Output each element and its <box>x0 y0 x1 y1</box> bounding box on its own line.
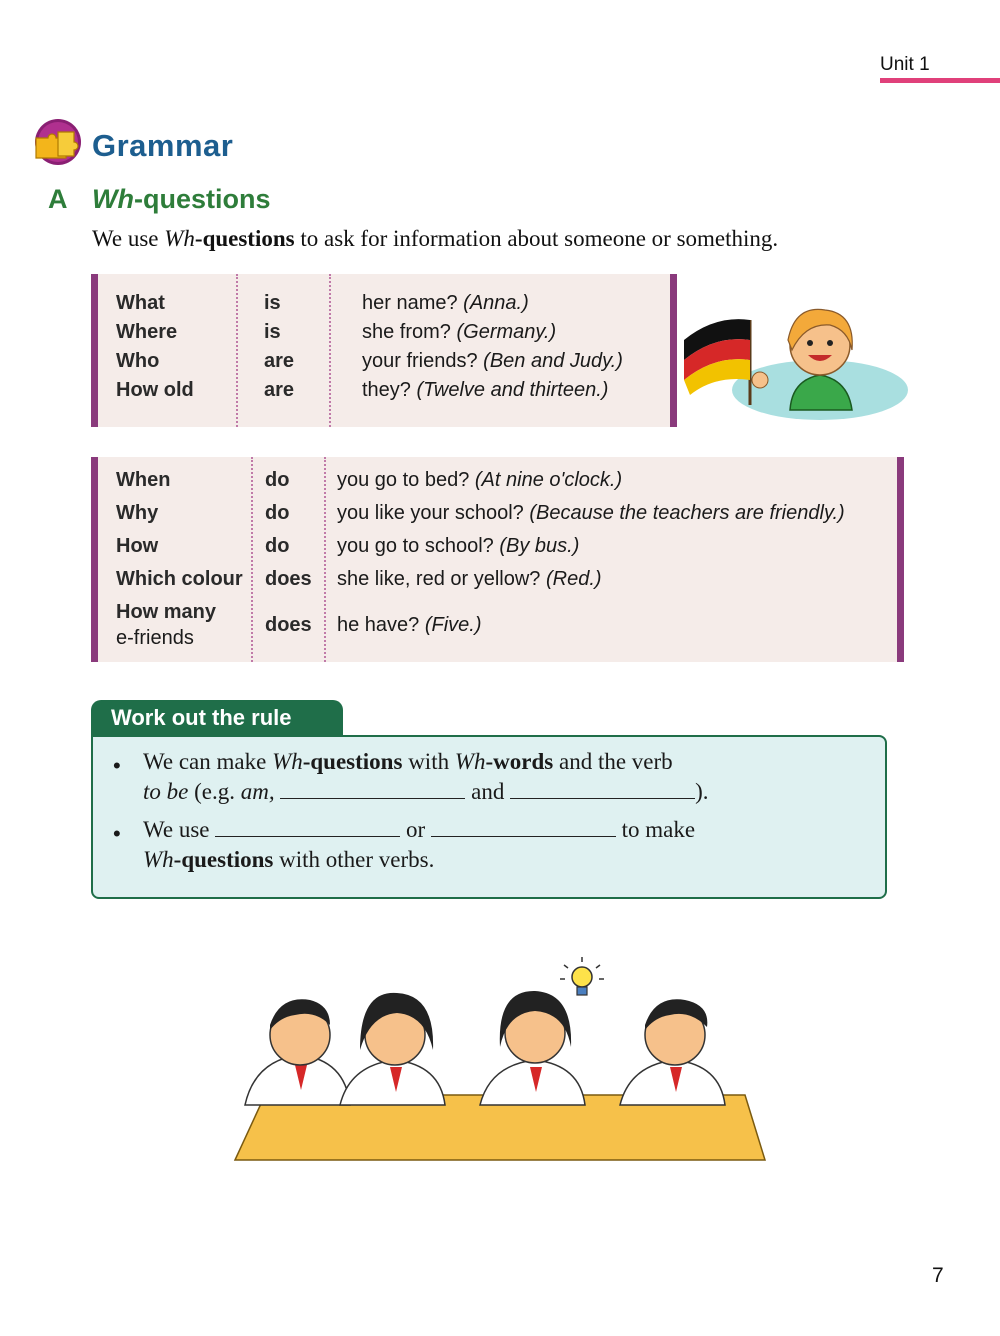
verb: is <box>264 321 281 343</box>
girl-with-flag-illustration <box>680 295 910 430</box>
wh-word: Which colour <box>116 568 243 590</box>
grammar-table-be <box>91 274 677 427</box>
question-rest: she from? (Germany.) <box>362 321 557 343</box>
rule-box <box>91 735 887 899</box>
verb: do <box>265 469 290 491</box>
bullet: • <box>113 821 121 846</box>
question-rest: he have? (Five.) <box>337 614 482 636</box>
blank-field[interactable] <box>431 818 616 837</box>
verb: does <box>265 568 312 590</box>
verb: do <box>265 535 290 557</box>
blank-field[interactable] <box>280 780 465 799</box>
verb: are <box>264 350 295 372</box>
students-illustration <box>225 955 770 1170</box>
verb: is <box>264 292 281 314</box>
question-rest: they? (Twelve and thirteen.) <box>362 379 609 401</box>
unit-underline <box>880 78 1000 83</box>
section-heading: Grammar <box>92 128 234 163</box>
bulb-icon <box>558 955 606 1005</box>
rule-line-4: Wh-questions with other verbs. <box>143 847 435 872</box>
question-rest: her name? (Anna.) <box>362 292 529 314</box>
section-title: Wh-questions <box>92 184 271 214</box>
section-letter: A <box>48 184 68 214</box>
verb: do <box>265 502 290 524</box>
wh-word: What <box>116 292 165 314</box>
bullet: • <box>113 753 121 778</box>
wh-word: How <box>116 535 159 557</box>
verb: does <box>265 614 312 636</box>
wh-word: How many <box>116 601 217 623</box>
rule-line-2: to be (e.g. am, and ). <box>143 779 709 804</box>
unit-label: Unit 1 <box>880 54 930 75</box>
wh-word: How old <box>116 379 194 401</box>
question-rest: your friends? (Ben and Judy.) <box>362 350 623 372</box>
question-rest: she like, red or yellow? (Red.) <box>337 568 602 590</box>
wh-word: Where <box>116 321 178 343</box>
rule-line-1: We can make Wh-questions with Wh-words and the verb <box>143 749 673 774</box>
blank-field[interactable] <box>510 780 695 799</box>
page-number: 7 <box>932 1264 944 1287</box>
question-rest: you go to school? (By bus.) <box>337 535 580 557</box>
wh-word-continued: e-friends <box>116 627 194 649</box>
verb: are <box>264 379 295 401</box>
wh-word: When <box>116 469 171 491</box>
rule-line-3: We use or to make <box>143 817 696 842</box>
wh-word: Why <box>116 502 159 524</box>
question-rest: you like your school? (Because the teachers are friendly.) <box>337 502 845 524</box>
wh-word: Who <box>116 350 160 372</box>
question-rest: you go to bed? (At nine o'clock.) <box>337 469 623 491</box>
puzzle-icon <box>32 118 84 166</box>
blank-field[interactable] <box>215 818 400 837</box>
intro-sentence: We use Wh-questions to ask for information about someone or something. <box>92 226 779 251</box>
grammar-table-do <box>91 457 904 662</box>
rule-tab-label: Work out the rule <box>111 705 292 730</box>
